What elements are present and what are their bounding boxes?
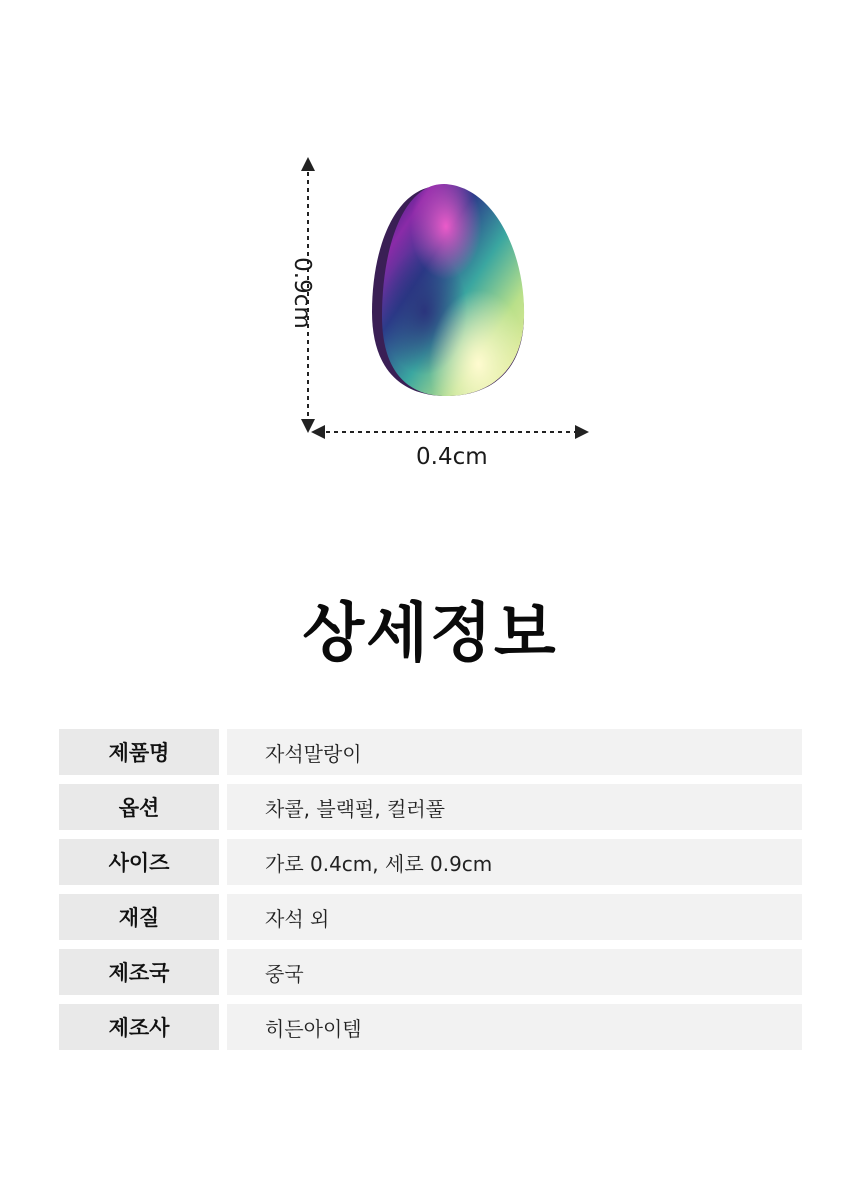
spec-label: 제조사	[59, 1004, 219, 1050]
spec-label: 옵션	[59, 784, 219, 830]
spec-row-options	[59, 784, 802, 830]
spec-value: 히든아이템	[227, 1004, 802, 1050]
spec-value: 차콜, 블랙펄, 컬러풀	[227, 784, 802, 830]
section-title: 상세정보	[302, 597, 558, 671]
spec-value: 자석말랑이	[227, 729, 802, 775]
spec-row-material	[59, 894, 802, 940]
spec-value: 중국	[227, 949, 802, 995]
spec-value: 가로 0.4cm, 세로 0.9cm	[227, 839, 802, 885]
egg-charm-image	[372, 184, 524, 396]
spec-row-size	[59, 839, 802, 885]
spec-row-product-name	[59, 729, 802, 775]
spec-value: 자석 외	[227, 894, 802, 940]
spec-row-country	[59, 949, 802, 995]
product-figure	[250, 150, 610, 480]
spec-label: 제조국	[59, 949, 219, 995]
spec-table	[59, 729, 802, 1059]
height-label: 0.9cm	[289, 257, 315, 329]
spec-row-manufacturer	[59, 1004, 802, 1050]
spec-label: 재질	[59, 894, 219, 940]
spec-label: 사이즈	[59, 839, 219, 885]
spec-label: 제품명	[59, 729, 219, 775]
width-label: 0.4cm	[416, 444, 488, 470]
